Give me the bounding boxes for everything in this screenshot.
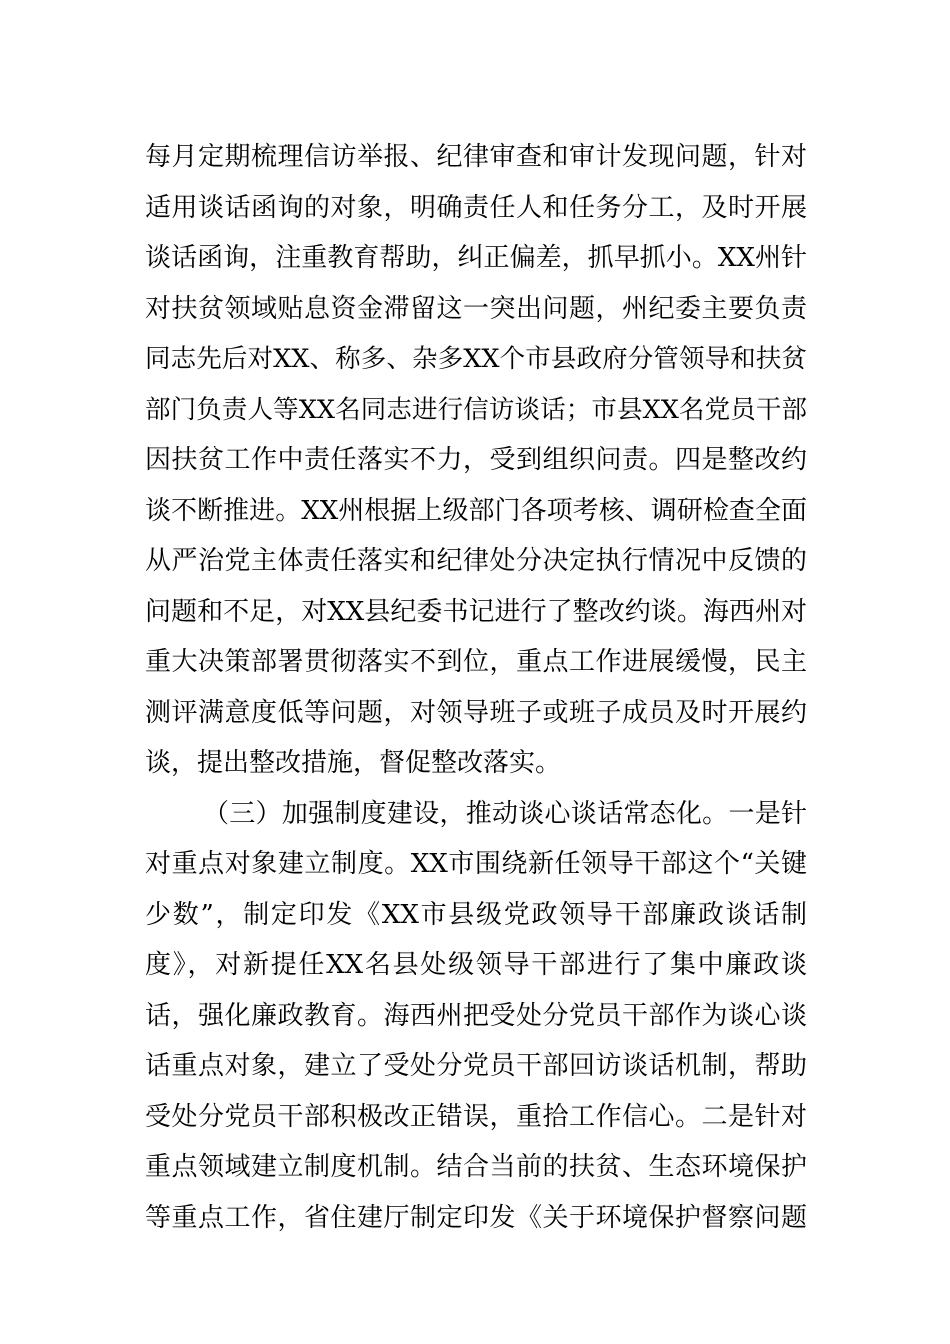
text-line: 从严治党主体责任落实和纪律处分决定执行情况中反馈的 [145, 546, 807, 576]
text-line: 重点领域建立制度机制。结合当前的扶贫、生态环境保护 [145, 1152, 807, 1182]
text-line: 部门负责人等XX名同志进行信访谈话；市县XX名党员干部 [145, 394, 807, 425]
text-line: 话，强化廉政教育。海西州把受处分党员干部作为谈心谈 [145, 1000, 807, 1031]
text-line: 受处分党员干部积极改正错误，重拾工作信心。二是针对 [145, 1101, 807, 1132]
section-heading-line: （三）加强制度建设，推动谈心谈话常态化。一是针 [203, 798, 807, 829]
paragraph-end-line: 谈，提出整改措施，督促整改落实。 [145, 748, 562, 778]
text-line: 同志先后对XX、称多、杂多XX个市县政府分管领导和扶贫 [145, 344, 807, 374]
body-text [145, 132, 807, 1243]
text-line: 问题和不足，对XX县纪委书记进行了整改约谈。海西州对 [145, 596, 807, 627]
text-line: 对重点对象建立制度。XX市围绕新任领导干部这个“关键 [145, 849, 807, 879]
text-line: 对扶贫领域贴息资金滞留这一突出问题，州纪委主要负责 [145, 293, 807, 324]
text-line: 谈不断推进。XX州根据上级部门各项考核、调研检查全面 [145, 495, 807, 526]
text-line: 话重点对象，建立了受处分党员干部回访谈话机制，帮助 [145, 1051, 807, 1081]
text-line: 少数”，制定印发《XX市县级党政领导干部廉政谈话制 [145, 899, 807, 930]
text-line: 等重点工作，省住建厅制定印发《关于环境保护督察问题 [145, 1202, 807, 1233]
text-line: 每月定期梳理信访举报、纪律审查和审计发现问题，针对 [145, 142, 807, 172]
text-line: 因扶贫工作中责任落实不力，受到组织问责。四是整改约 [145, 445, 807, 475]
text-line: 测评满意度低等问题，对领导班子或班子成员及时开展约 [145, 697, 807, 728]
text-line: 重大决策部署贯彻落实不到位，重点工作进展缓慢，民主 [145, 647, 807, 677]
text-line: 度》，对新提任XX名县处级领导干部进行了集中廉政谈 [145, 950, 807, 980]
text-line: 适用谈话函询的对象，明确责任人和任务分工，及时开展 [145, 192, 807, 223]
text-line: 谈话函询，注重教育帮助，纠正偏差，抓早抓小。XX州针 [145, 243, 807, 273]
